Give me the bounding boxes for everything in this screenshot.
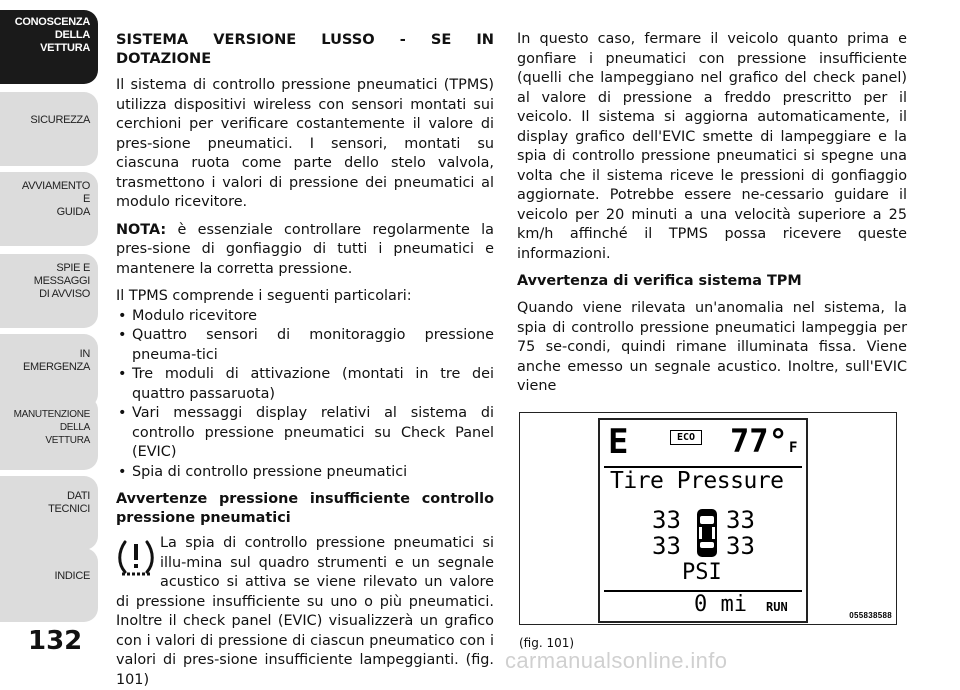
tab-conoscenza-della-vettura[interactable] <box>0 10 98 84</box>
tab-spie-e-messaggi[interactable] <box>0 254 98 328</box>
tab-dati-tecnici[interactable] <box>0 476 98 550</box>
figure-caption: (fig. 101) <box>519 636 575 650</box>
tab-label: INDICE <box>54 570 90 582</box>
status-indicator: RUN <box>766 600 788 614</box>
pressure-unit: PSI <box>682 560 722 585</box>
list-item: • Spia di controllo pressione pneumatici <box>116 463 494 483</box>
left-column <box>116 30 494 690</box>
tab-manutenzione-della-vettura[interactable] <box>0 396 98 470</box>
tab-label: SICUREZZA <box>30 114 90 126</box>
tab-indice[interactable] <box>0 548 98 622</box>
tab-label: IN EMERGENZA <box>23 348 90 373</box>
tab-label: CONOSCENZA DELLA VETTURA <box>14 16 90 54</box>
vehicle-top-view-icon <box>695 508 719 558</box>
watermark: carmanualsonline.info <box>505 648 728 673</box>
tab-avviamento-e-guida[interactable] <box>0 172 98 246</box>
list-intro: Il TPMS comprende i seguenti particolari: <box>116 288 412 304</box>
chapter-sidebar <box>0 0 103 678</box>
rear-right-pressure: 33 <box>726 532 755 560</box>
list-item: • Quattro sensori di monitoraggio pressione pneuma-tici <box>116 326 494 365</box>
front-right-pressure: 33 <box>726 506 755 534</box>
compass-heading: E <box>608 422 629 462</box>
list-item: • Tre moduli di attivazione (montati in tre dei quattro passaruota) <box>116 365 494 404</box>
display-title: Tire Pressure <box>610 468 784 494</box>
subheading-low-pressure: Avvertenze pressione insufficiente controllo pressione pneumatici <box>116 491 494 526</box>
list-item: • Modulo ricevitore <box>116 307 494 327</box>
tab-label: AVVIAMENTO E GUIDA <box>21 180 90 218</box>
note-label: NOTA: <box>116 221 167 238</box>
section-heading: SISTEMA VERSIONE LUSSO - SE IN DOTAZIONE <box>116 31 494 67</box>
tab-label: SPIE E MESSAGGI DI AVVISO <box>33 262 90 300</box>
components-list <box>116 307 494 483</box>
evic-display <box>598 418 808 623</box>
right-paragraph-2: Quando viene rilevata un'anomalia nel sistema, la spia di controllo pressione pneumatici lampeggia per 75 se-condi, quindi rimane illuminata fissa. Viene anche emesso un segnale acustico. Inoltre, sull'EVIC viene <box>517 300 907 394</box>
warning-block <box>116 534 494 690</box>
subheading-tpm-check: Avvertenza di verifica sistema TPM <box>517 273 802 289</box>
tire-pressure-warning-icon <box>116 536 156 580</box>
eco-indicator: ECO <box>670 430 702 445</box>
figure-101 <box>519 412 897 625</box>
list-item: • Vari messaggi display relativi al sistema di controllo pressione pneumatici su Check Panel (EVIC) <box>116 404 494 463</box>
note-paragraph <box>116 221 494 280</box>
temperature-unit: F <box>789 440 798 456</box>
odometer: 0 mi <box>694 592 747 617</box>
tab-sicurezza[interactable] <box>0 92 98 166</box>
note-text: è essenziale controllare regolarmente la pres-sione di gonfiaggio di tutti i pneumatici e mantenere la corretta pressione. <box>116 221 494 277</box>
tab-label: MANUTENZIONE DELLA VETTURA <box>13 409 90 446</box>
figure-code: 055838588 <box>849 611 892 620</box>
outside-temperature: 77° <box>730 422 788 460</box>
front-left-pressure: 33 <box>652 506 681 534</box>
right-column <box>517 30 907 405</box>
right-paragraph-1: In questo caso, fermare il veicolo quanto prima e gonfiare i pneumatici con pressione insufficiente (quelli che lampeggiano nel grafico del check panel) al valore di pressione a freddo prescritto per il veicolo. Il sistema si aggiorna automaticamente, il display grafico dell'EVIC smette di lampeggiare e la spia di controllo pressione pneumatici si spegne una volta che il sistema riceve le pressioni di gonfiaggio aggiornate. Potrebbe essere ne-cessario guidare il veicolo per 20 minuti a una velocità superiore a 25 km/h affinché il TPMS possa ricevere queste informazioni. <box>517 31 907 262</box>
tab-label: DATI TECNICI <box>48 490 90 515</box>
intro-paragraph: Il sistema di controllo pressione pneumatici (TPMS) utilizza dispositivi wireless con sensori montati sui cerchioni per verificare costantemente il valore di pres-sione pneumatici. I sensori, montati su ciascuna ruota come parte dello stelo valvola, trasmettono i valori di pressione dei pneumatici al modulo ricevitore. <box>116 77 494 210</box>
page-number: 132 <box>28 626 83 656</box>
warning-paragraph: La spia di controllo pressione pneumatici si illu-mina sul quadro strumenti e un segnale acustico si attiva se viene rilevato un valore di pressione insufficiente su uno o più pneumatici. Inoltre il check panel (EVIC) visualizzerà un grafico con i valori di pressione di ciascun pneumatico con i valori di pres-sione insufficiente lampeggianti. (fig. 101) <box>116 535 494 688</box>
rear-left-pressure: 33 <box>652 532 681 560</box>
